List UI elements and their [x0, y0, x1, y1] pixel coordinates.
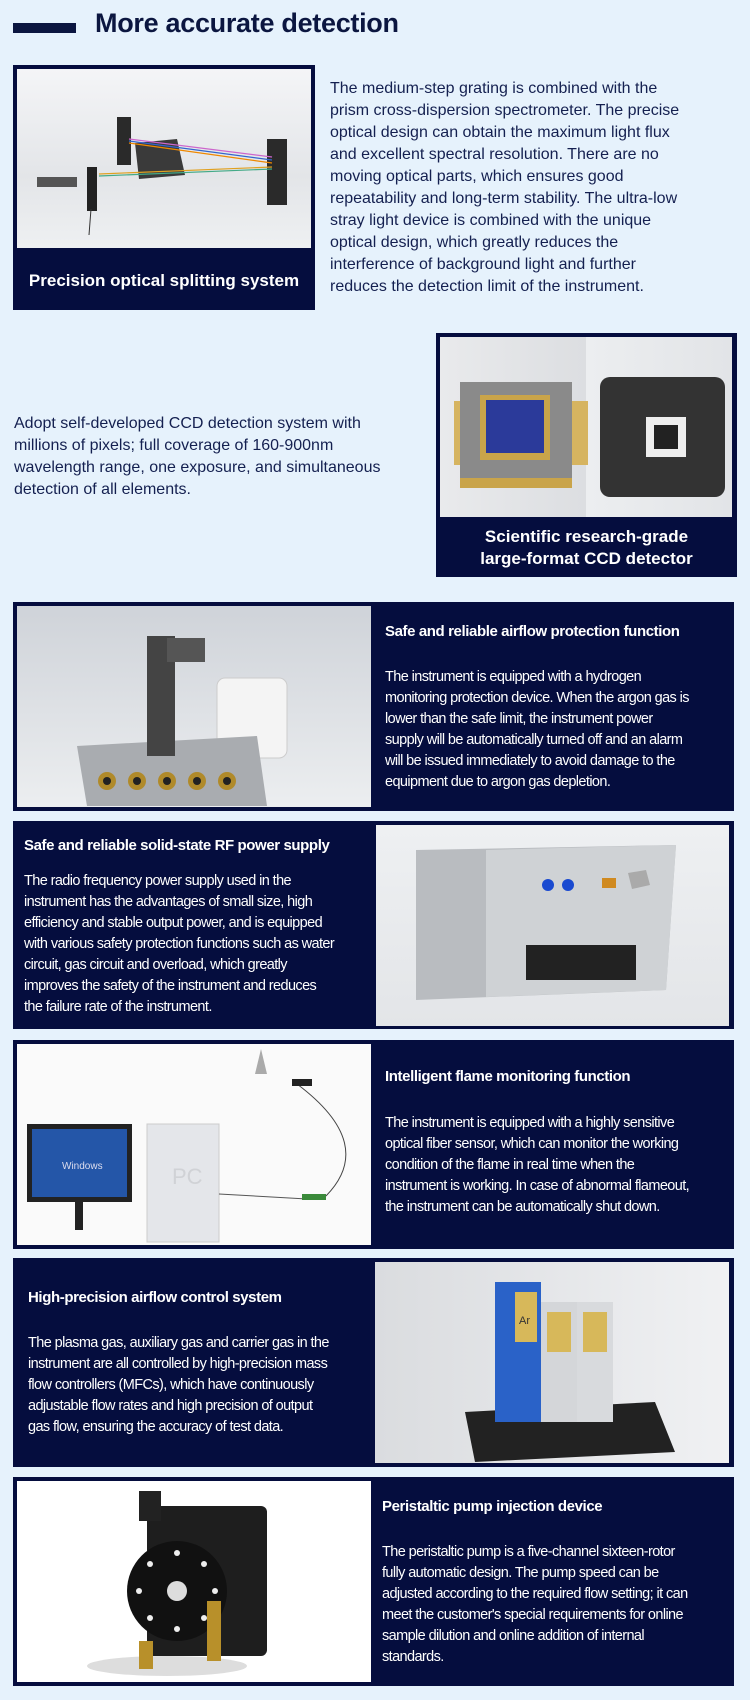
pc-label: PC [172, 1164, 203, 1189]
mass-flow-controller-image [375, 1262, 729, 1463]
description-line: efficiency and stable output power, and is equipped [24, 915, 323, 931]
description-line: monitoring protection device. When the argon gas is [385, 690, 689, 706]
description-line: stray light device is combined with the unique [330, 212, 652, 229]
description-line: The radio frequency power supply used in the [24, 873, 291, 889]
optical-card [13, 65, 315, 310]
description-line: The plasma gas, auxiliary gas and carrier gas in the [28, 1335, 329, 1351]
description-line: will be issued immediately to avoid damage to the [385, 753, 675, 769]
ccd-detector-image [440, 337, 732, 517]
description-line: The medium-step grating is combined with the [330, 80, 658, 97]
feature-title: Intelligent flame monitoring function [385, 1068, 631, 1085]
feature-description [24, 871, 334, 1018]
description-line: detection of all elements. [14, 481, 191, 498]
optical-system-image [17, 69, 311, 248]
windows-label: Windows [62, 1161, 103, 1172]
rf-power-supply-image [376, 825, 729, 1026]
ccd-description [14, 413, 380, 501]
description-line: gas flow, ensuring the accuracy of test data. [28, 1419, 284, 1435]
description-line: optical design, which greatly reduces the [330, 234, 619, 251]
description-line: adjustable flow rates and high precision of output [28, 1398, 313, 1414]
description-line: repeatability and long-term stability. The ultra-low [330, 190, 678, 207]
ccd-card [436, 333, 737, 577]
description-line: meet the customer's special requirements for online [382, 1607, 683, 1623]
description-line: wavelength range, one exposure, and simultaneous [14, 459, 381, 476]
feature-title: High-precision airflow control system [28, 1289, 282, 1306]
description-line: prism cross-dispersion spectrometer. The precise [330, 102, 680, 119]
ccd-caption-line: large-format CCD detector [480, 549, 693, 568]
description-line: with various safety protection functions such as water [24, 936, 335, 952]
description-line: adjusted according to the required flow setting; it can [382, 1586, 688, 1602]
feature-description [382, 1542, 688, 1668]
feature-card-airflow-control [13, 1258, 734, 1467]
description-line: instrument has the advantages of small size, high [24, 894, 313, 910]
feature-title: Peristaltic pump injection device [382, 1498, 603, 1515]
description-line: and excellent spectral resolution. There are no [330, 146, 659, 163]
description-line: standards. [382, 1649, 444, 1665]
optical-description [330, 78, 679, 298]
section-heading: More accurate detection [95, 8, 399, 38]
description-line: lower than the safe limit, the instrument power [385, 711, 653, 727]
gas-manifold-image [17, 606, 371, 807]
optical-caption: Precision optical splitting system [28, 271, 300, 290]
feature-card-airflow-protection [13, 602, 734, 811]
description-line: instrument are all controlled by high-precision mass [28, 1356, 328, 1372]
feature-card-peristaltic-pump [13, 1477, 734, 1686]
feature-description [385, 1113, 689, 1218]
description-line: flow controllers (MFCs), which have continuously [28, 1377, 314, 1393]
description-line: millions of pixels; full coverage of 160-900nm [14, 437, 334, 454]
description-line: fully automatic design. The pump speed can be [382, 1565, 659, 1581]
description-line: sample dilution and online addition of internal [382, 1628, 644, 1644]
description-line: condition of the flame in real time when the [385, 1157, 635, 1173]
description-line: The peristaltic pump is a five-channel sixteen-rotor [382, 1544, 675, 1560]
feature-description [385, 667, 689, 793]
argon-label: Ar [519, 1315, 530, 1327]
description-line: optical design can obtain the maximum light flux [330, 124, 670, 141]
feature-description [28, 1333, 329, 1438]
heading-bar [13, 23, 76, 33]
ccd-caption-line: Scientific research-grade [484, 527, 689, 546]
description-line: The instrument is equipped with a highly sensitive [385, 1115, 675, 1131]
description-line: moving optical parts, which ensures good [330, 168, 624, 185]
description-line: improves the safety of the instrument and reduces [24, 978, 317, 994]
description-line: optical fiber sensor, which can monitor the working [385, 1136, 679, 1152]
description-line: reduces the detection limit of the instrument. [330, 278, 644, 295]
description-line: instrument is working. In case of abnormal flameout, [385, 1178, 690, 1194]
description-line: the failure rate of the instrument. [24, 999, 212, 1015]
description-line: The instrument is equipped with a hydrogen [385, 669, 642, 685]
description-line: Adopt self-developed CCD detection system with [14, 415, 361, 432]
description-line: supply will be automatically turned off and an alarm [385, 732, 683, 748]
feature-title: Safe and reliable airflow protection function [385, 623, 680, 640]
description-line: circuit, gas circuit and overload, which greatly [24, 957, 287, 973]
feature-card-rf-power [13, 821, 734, 1029]
feature-card-flame-monitoring [13, 1040, 734, 1249]
description-line: the instrument can be automatically shut down. [385, 1199, 660, 1215]
feature-title: Safe and reliable solid-state RF power supply [24, 837, 330, 854]
flame-monitoring-image [17, 1044, 371, 1245]
description-line: interference of background light and further [330, 256, 636, 273]
peristaltic-pump-image [17, 1481, 371, 1682]
description-line: equipment due to argon gas depletion. [385, 774, 611, 790]
